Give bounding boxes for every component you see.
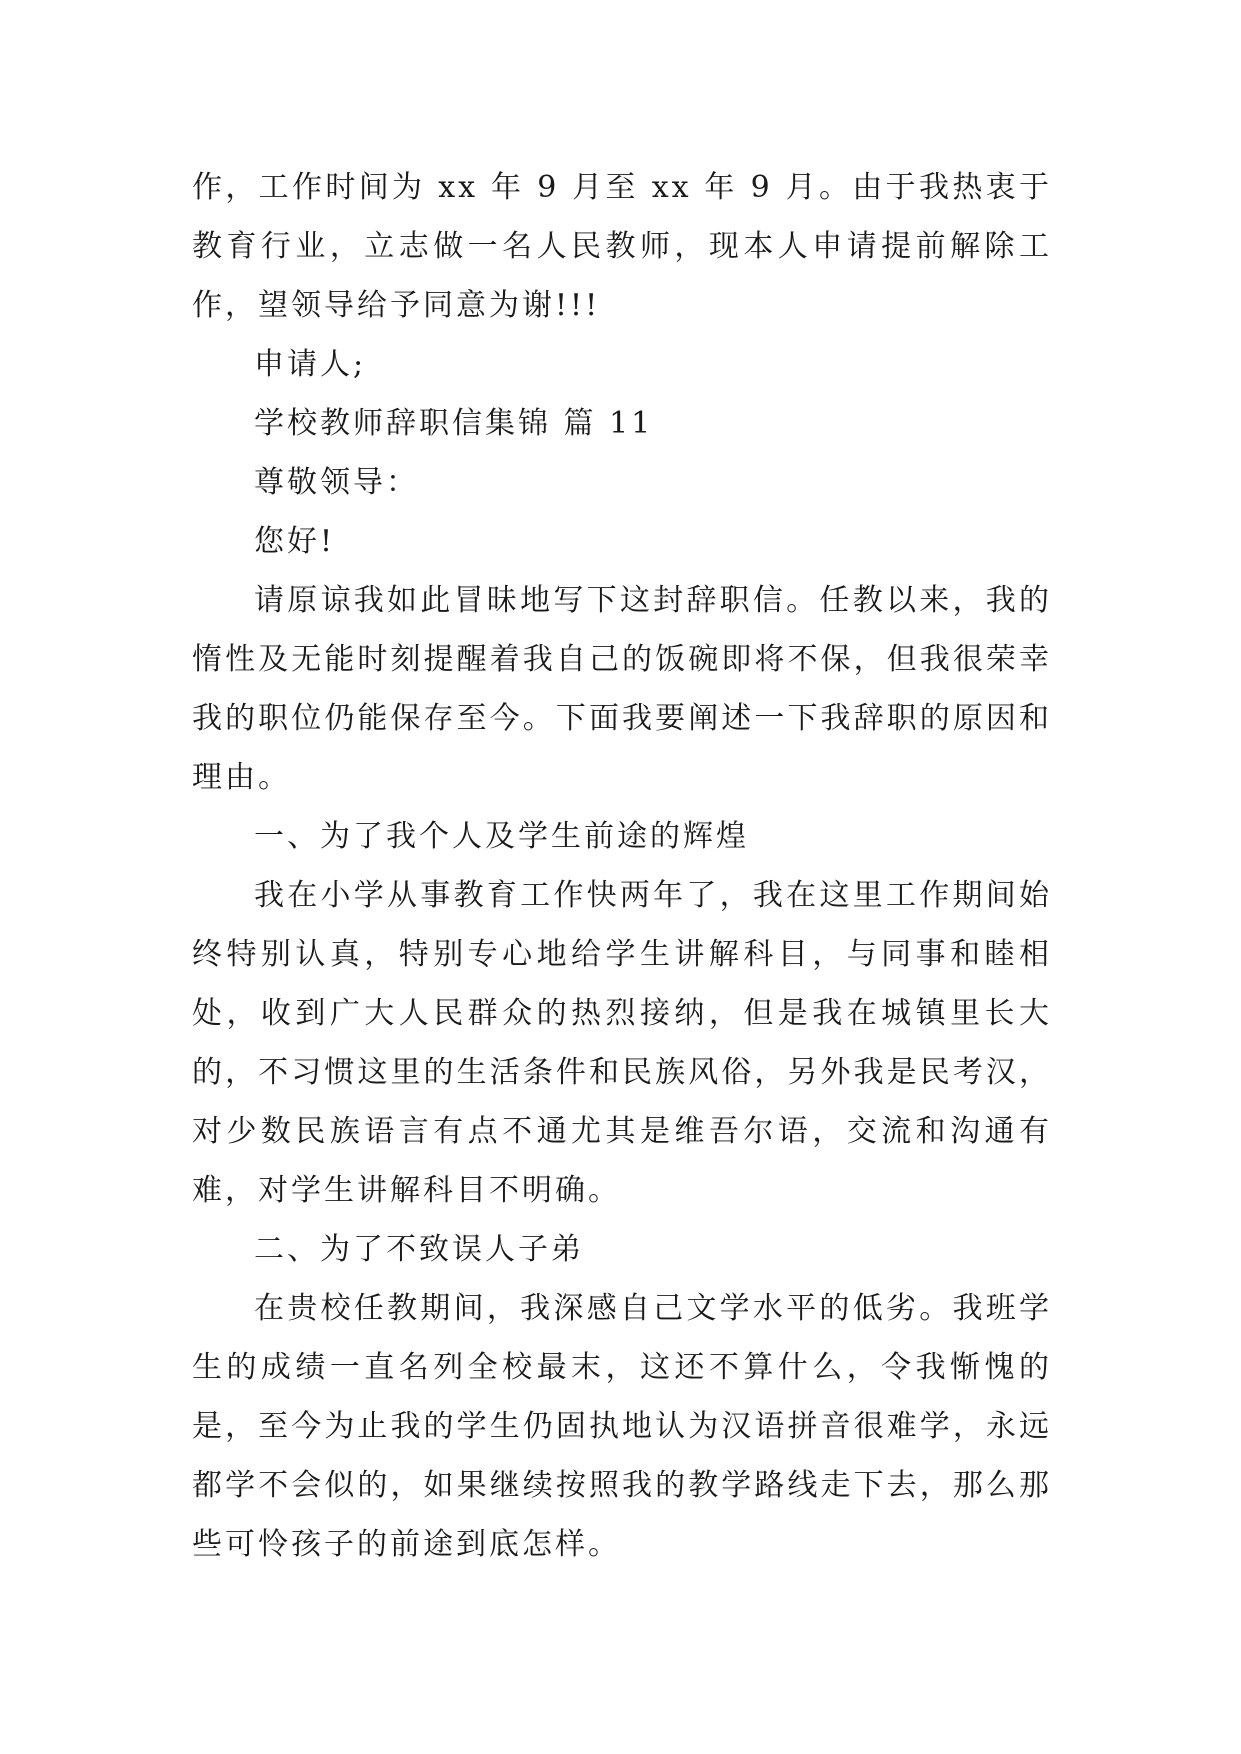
paragraph-reason-2: 在贵校任教期间，我深感自己文学水平的低劣。我班学生的成绩一直名列全校最末，这还不算什么，令我惭愧的是，至今为止我的学生仍固执地认为汉语拼音很难学，永远都学不会似的，如果继续按照我的教学路线走下去，那么那些可怜孩子的前途到底怎样。	[192, 1291, 1052, 1562]
salutation: 尊敬领导：	[254, 465, 419, 500]
paragraph-reason-1: 我在小学从事教育工作快两年了，我在这里工作期间始终特别认真，特别专心地给学生讲解科目，与同事和睦相处，收到广大人民群众的热烈接纳，但是我在城镇里长大的，不习惯这里的生活条件和民族风俗，另外我是民考汉，对少数民族语言有点不通尤其是维吾尔语，交流和沟通有难，对学生讲解科目不明确。	[192, 878, 1052, 1208]
paragraph-intro: 请原谅我如此冒昧地写下这封辞职信。任教以来，我的惰性及无能时刻提醒着我自己的饭碗即将不保，但我很荣幸我的职位仍能保存至今。下面我要阐述一下我辞职的原因和理由。	[192, 583, 1052, 795]
applicant-line: 申请人;	[254, 347, 367, 382]
document-body	[192, 158, 1052, 1574]
reason-heading-1: 一、为了我个人及学生前途的辉煌	[254, 819, 749, 854]
paragraph-continuation: 作，工作时间为 xx 年 9 月至 xx 年 9 月。由于我热衷于教育行业，立志做一名人民教师，现本人申请提前解除工作，望领导给予同意为谢!!!	[192, 170, 1052, 323]
greeting: 您好!	[254, 524, 336, 559]
reason-heading-2: 二、为了不致误人子弟	[254, 1232, 584, 1267]
section-heading: 学校教师辞职信集锦 篇 11	[254, 406, 654, 441]
